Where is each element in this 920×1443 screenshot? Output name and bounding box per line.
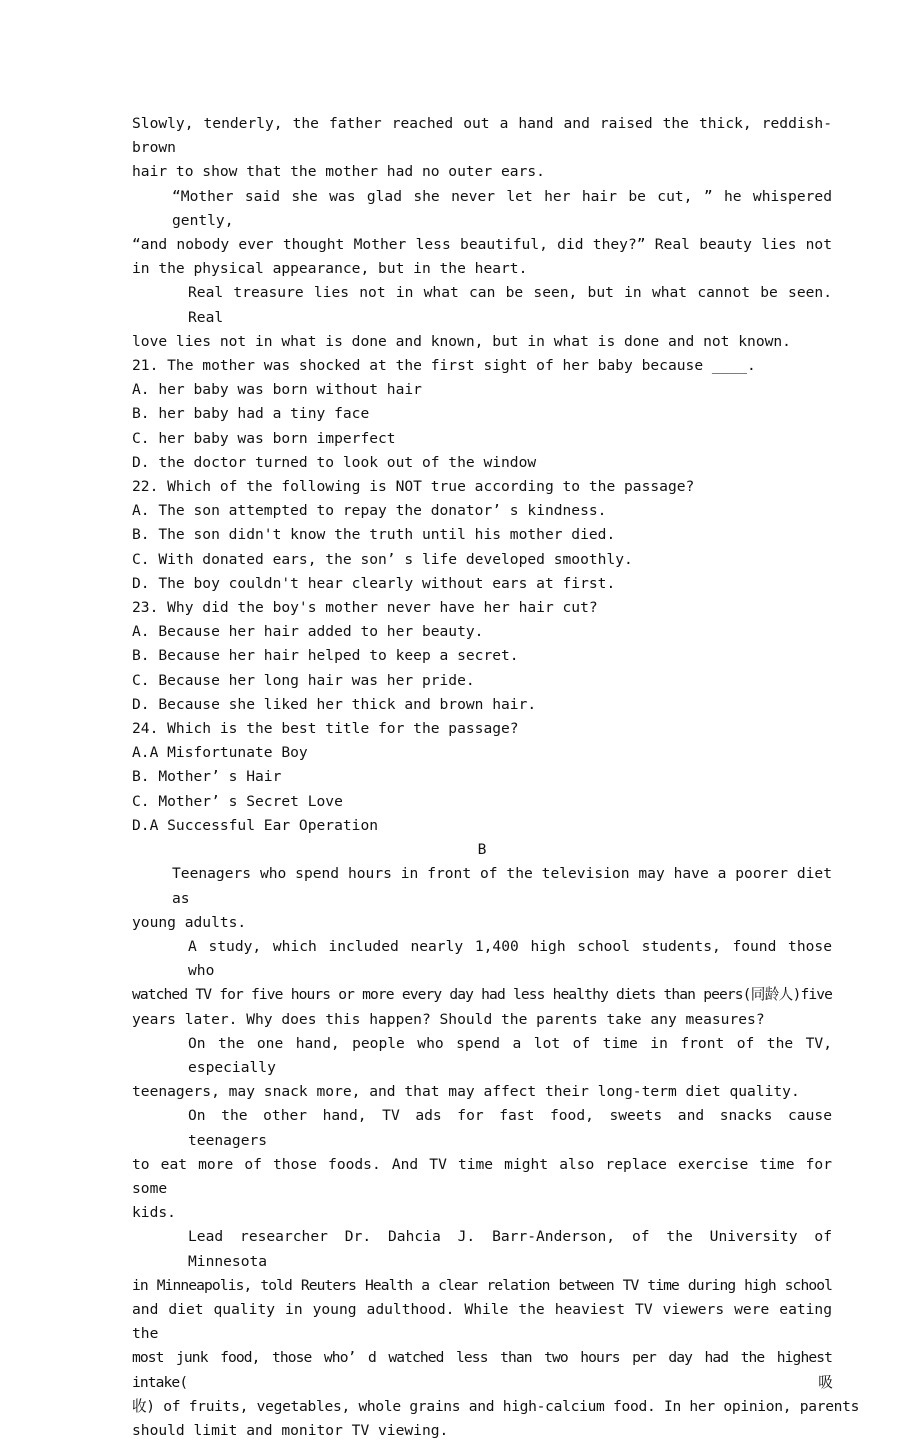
question-stem: 21. The mother was shocked at the first sight of her baby because ____.	[132, 357, 756, 375]
text-line: Lead researcher Dr. Dahcia J. Barr-Anderson, of the University of Minnesota	[188, 1228, 832, 1270]
passage-b	[132, 862, 860, 1443]
text-line: should limit and monitor TV viewing.	[132, 1421, 449, 1439]
question-stem: 23. Why did the boy's mother never have her hair cut?	[132, 599, 598, 617]
text-line: and diet quality in young adulthood. While the heaviest TV viewers were eating the	[132, 1300, 832, 1343]
text-line: teenagers, may snack more, and that may affect their long-term diet quality.	[132, 1083, 800, 1101]
question-stem: 24. Which is the best title for the passage?	[132, 720, 519, 738]
text-line: Teenagers who spend hours in front of the television may have a poorer diet as	[172, 865, 832, 907]
passage-a-ending	[132, 112, 832, 354]
answer-option: A. The son attempted to repay the donator’ s kindness.	[132, 502, 607, 520]
answer-option: A.A Misfortunate Boy	[132, 744, 308, 762]
question-23	[132, 596, 832, 717]
answer-option: D. The boy couldn't hear clearly without ears at first.	[132, 574, 616, 592]
answer-option: D.A Successful Ear Operation	[132, 816, 379, 834]
text-line: years later. Why does this happen? Should the parents take any measures?	[132, 1010, 765, 1028]
text-line: On the other hand, TV ads for fast food, sweets and snacks cause teenagers	[188, 1107, 832, 1149]
text-line: On the one hand, people who spend a lot of time in front of the TV, especially	[188, 1034, 832, 1076]
answer-option: C. With donated ears, the son’ s life developed smoothly.	[132, 550, 633, 568]
answer-option: D. Because she liked her thick and brown hair.	[132, 695, 537, 713]
text-line: most junk food, those who’ d watched less than two hours per day had the highest intake(吸	[132, 1349, 832, 1391]
answer-option: B. her baby had a tiny face	[132, 405, 370, 423]
question-24	[132, 717, 832, 838]
answer-option: C. Mother’ s Secret Love	[132, 792, 343, 810]
answer-option: C. her baby was born imperfect	[132, 429, 396, 447]
text-line: in the physical appearance, but in the heart.	[132, 260, 528, 278]
text-line: watched TV for five hours or more every day had less healthy diets than peers(同龄人)five	[132, 986, 832, 1004]
text-line: Real treasure lies not in what can be seen, but in what cannot be seen. Real	[188, 284, 832, 326]
text-line: kids.	[132, 1204, 176, 1222]
text-line: in Minneapolis, told Reuters Health a clear relation between TV time during high school	[132, 1276, 832, 1294]
text-line: A study, which included nearly 1,400 high school students, found those who	[188, 937, 832, 980]
text-line: hair to show that the mother had no outer ears.	[132, 163, 545, 181]
section-heading: B	[477, 841, 487, 859]
answer-option: A. Because her hair added to her beauty.	[132, 623, 484, 641]
answer-option: B. Mother’ s Hair	[132, 768, 282, 786]
text-line: love lies not in what is done and known, but in what is done and not known.	[132, 332, 791, 350]
question-stem: 22. Which of the following is NOT true according to the passage?	[132, 478, 695, 496]
answer-option: B. The son didn't know the truth until his mother died.	[132, 526, 616, 544]
question-22	[132, 475, 832, 596]
text-line: 收) of fruits, vegetables, whole grains and high-calcium food. In her opinion, parents	[132, 1397, 860, 1415]
document-page	[132, 112, 860, 1443]
text-line: “Mother said she was glad she never let her hair be cut, ” he whispered gently,	[172, 187, 832, 229]
text-line: young adults.	[132, 913, 247, 931]
text-line: Slowly, tenderly, the father reached out a hand and raised the thick, reddish-brown	[132, 115, 832, 157]
text-line: “and nobody ever thought Mother less beautiful, did they?” Real beauty lies not	[132, 236, 832, 254]
answer-option: A. her baby was born without hair	[132, 381, 422, 399]
question-21	[132, 354, 832, 475]
answer-option: D. the doctor turned to look out of the window	[132, 453, 537, 471]
text-line: to eat more of those foods. And TV time might also replace exercise time for some	[132, 1155, 832, 1197]
answer-option: C. Because her long hair was her pride.	[132, 671, 475, 689]
answer-option: B. Because her hair helped to keep a secret.	[132, 647, 519, 665]
